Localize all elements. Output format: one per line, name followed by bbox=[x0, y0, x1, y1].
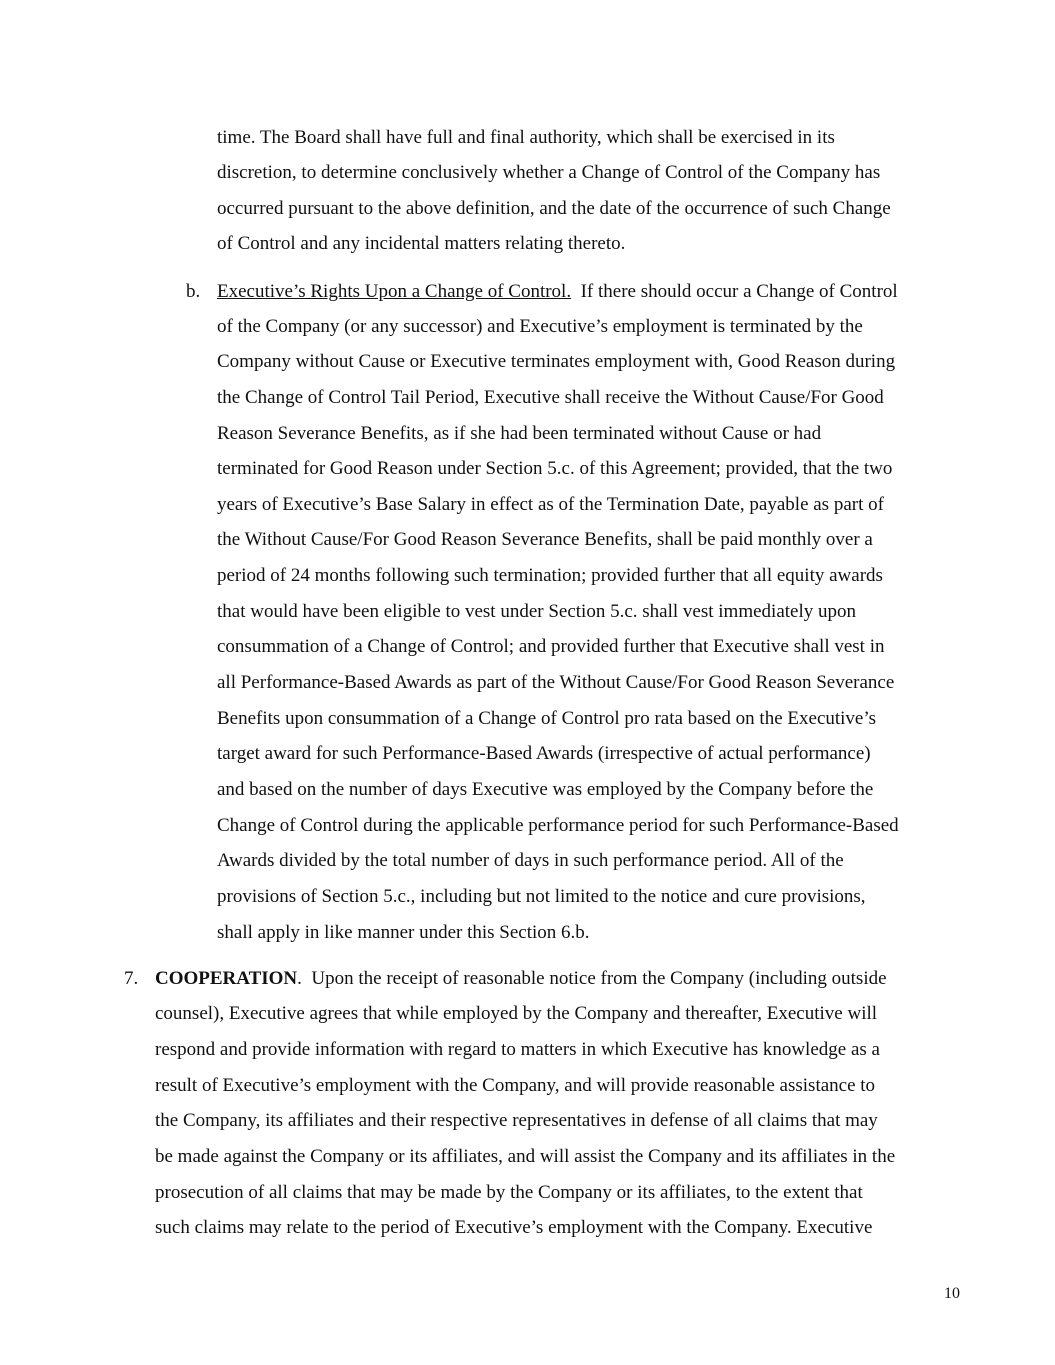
paragraph-line: Benefits upon consummation of a Change of Control pro rata based on the Executive’s bbox=[217, 708, 877, 729]
paragraph-line: Change of Control during the applicable performance period for such Performance-Based bbox=[217, 815, 899, 836]
paragraph-line: Company without Cause or Executive terminates employment with, Good Reason during bbox=[217, 351, 896, 372]
paragraph-line: provisions of Section 5.c., including but not limited to the notice and cure provisions, bbox=[217, 886, 866, 907]
paragraph-line: of Control and any incidental matters relating thereto. bbox=[217, 233, 626, 254]
paragraph-line: terminated for Good Reason under Section 5.c. of this Agreement; provided, that the two bbox=[217, 458, 893, 479]
paragraph-line: and based on the number of days Executive was employed by the Company before the bbox=[217, 779, 874, 800]
section-b-heading: Executive’s Rights Upon a Change of Control. bbox=[217, 281, 572, 302]
section-number-7: 7. bbox=[124, 968, 139, 989]
paragraph-line: such claims may relate to the period of Executive’s employment with the Company. Executive bbox=[155, 1217, 873, 1238]
paragraph-line: result of Executive’s employment with the Company, and will provide reasonable assistance to bbox=[155, 1075, 876, 1096]
paragraph-line: Reason Severance Benefits, as if she had been terminated without Cause or had bbox=[217, 423, 822, 444]
list-marker-b: b. bbox=[186, 281, 201, 302]
paragraph-line: of the Company (or any successor) and Executive’s employment is terminated by the bbox=[217, 316, 863, 337]
paragraph-line: discretion, to determine conclusively whether a Change of Control of the Company has bbox=[217, 162, 881, 183]
paragraph-line: counsel), Executive agrees that while employed by the Company and thereafter, Executive will bbox=[155, 1003, 878, 1024]
paragraph-line: all Performance-Based Awards as part of the Without Cause/For Good Reason Severance bbox=[217, 672, 895, 693]
section-7-first-line-text: . Upon the receipt of reasonable notice from the Company (including outside bbox=[297, 968, 887, 989]
paragraph-line: consummation of a Change of Control; and provided further that Executive shall vest in bbox=[217, 636, 885, 657]
paragraph-line: the Without Cause/For Good Reason Severance Benefits, shall be paid monthly over a bbox=[217, 529, 873, 550]
paragraph-line: period of 24 months following such termination; provided further that all equity awards bbox=[217, 565, 883, 586]
paragraph-line: occurred pursuant to the above definition, and the date of the occurrence of such Change bbox=[217, 198, 891, 219]
paragraph-line: years of Executive’s Base Salary in effect as of the Termination Date, payable as part of bbox=[217, 494, 884, 515]
page-number: 10 bbox=[944, 1285, 960, 1302]
paragraph-line: respond and provide information with regard to matters in which Executive has knowledge as a bbox=[155, 1039, 880, 1060]
paragraph-line: time. The Board shall have full and final authority, which shall be exercised in its bbox=[217, 127, 835, 148]
paragraph-line: that would have been eligible to vest under Section 5.c. shall vest immediately upon bbox=[217, 601, 856, 622]
paragraph-line: Awards divided by the total number of days in such performance period. All of the bbox=[217, 850, 844, 871]
paragraph-line: the Company, its affiliates and their respective representatives in defense of all claims that may bbox=[155, 1110, 878, 1131]
paragraph-line: prosecution of all claims that may be made by the Company or its affiliates, to the extent that bbox=[155, 1182, 863, 1203]
paragraph-line: the Change of Control Tail Period, Executive shall receive the Without Cause/For Good bbox=[217, 387, 884, 408]
section-7-heading: COOPERATION bbox=[155, 968, 298, 989]
section-b-first-line bbox=[217, 280, 898, 304]
paragraph-line: be made against the Company or its affiliates, and will assist the Company and its affiliates in the bbox=[155, 1146, 896, 1167]
section-b-first-line-text: If there should occur a Change of Control bbox=[571, 281, 898, 302]
section-7-first-line bbox=[155, 967, 887, 991]
paragraph-line: shall apply in like manner under this Section 6.b. bbox=[217, 922, 590, 943]
paragraph-line: target award for such Performance-Based Awards (irrespective of actual performance) bbox=[217, 743, 871, 764]
